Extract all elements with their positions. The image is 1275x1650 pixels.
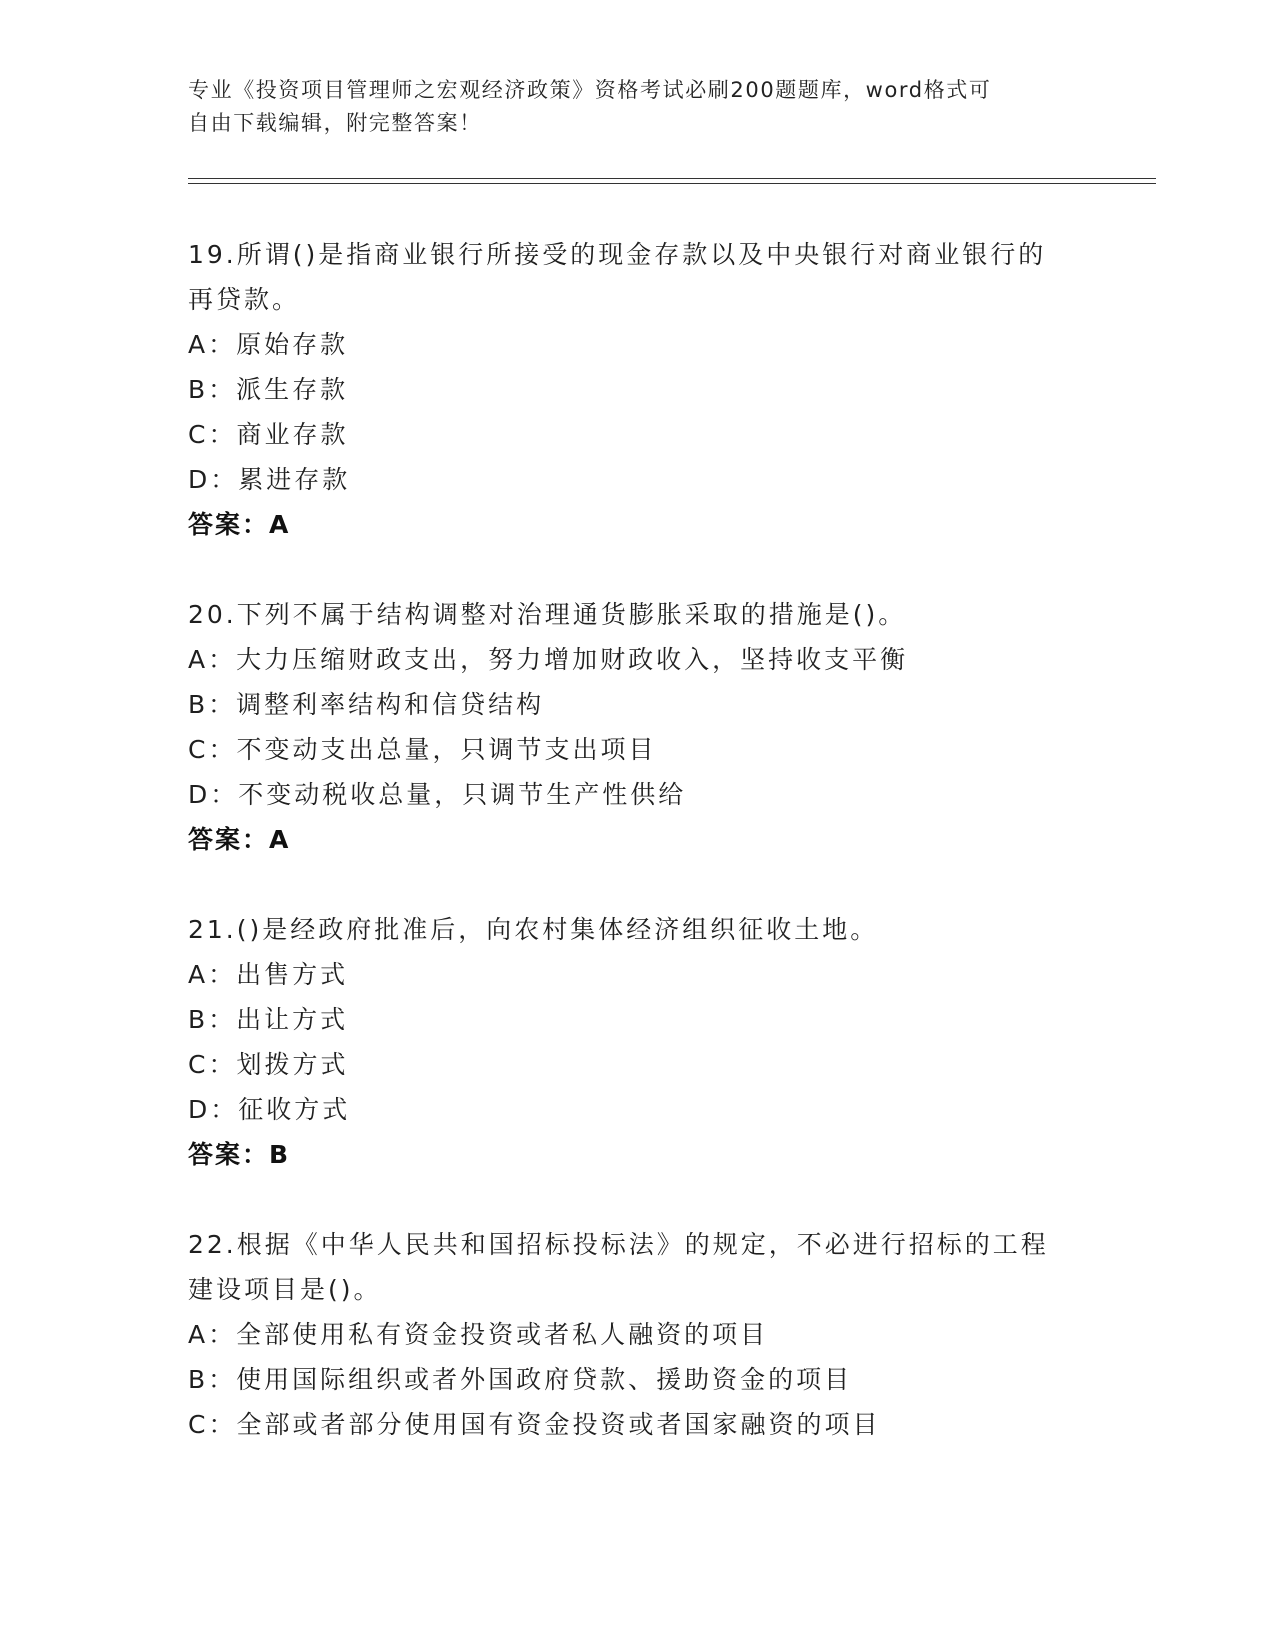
option-key: A： xyxy=(188,645,237,674)
option-text: 大力压缩财政支出，努力增加财政收入，坚持收支平衡 xyxy=(236,645,909,674)
option-text: 全部或者部分使用国有资金投资或者国家融资的项目 xyxy=(236,1410,881,1439)
option-text: 商业存款 xyxy=(236,420,349,449)
option-key: C： xyxy=(188,1410,237,1439)
option-key: D： xyxy=(188,780,239,809)
option-key: B： xyxy=(188,1005,237,1034)
answer-option xyxy=(188,412,1088,457)
option-key: A： xyxy=(188,960,237,989)
answer-option xyxy=(188,1312,1088,1357)
question-stem: 再贷款。 xyxy=(188,285,301,314)
question-list xyxy=(188,232,1088,1492)
header-line-1: 专业《投资项目管理师之宏观经济政策》资格考试必刷200题题库，word格式可 xyxy=(188,78,992,102)
answer-option xyxy=(188,1087,1088,1132)
option-key: D： xyxy=(188,1095,239,1124)
option-text: 调整利率结构和信贷结构 xyxy=(236,690,545,719)
question-stem: 21.()是经政府批准后，向农村集体经济组织征收土地。 xyxy=(188,915,879,944)
answer-line: 答案：A xyxy=(188,825,291,854)
answer-option xyxy=(188,1357,1088,1402)
answer-line: 答案：B xyxy=(188,1140,291,1169)
answer-option xyxy=(188,637,1088,682)
answer-option xyxy=(188,1402,1088,1447)
answer-option xyxy=(188,772,1088,817)
header-rule-bottom xyxy=(188,183,1156,184)
question-block xyxy=(188,1222,1088,1447)
answer-option xyxy=(188,367,1088,412)
answer-option xyxy=(188,457,1088,502)
option-text: 出让方式 xyxy=(236,1005,349,1034)
option-text: 使用国际组织或者外国政府贷款、援助资金的项目 xyxy=(236,1365,853,1394)
question-stem: 22.根据《中华人民共和国招标投标法》的规定，不必进行招标的工程 xyxy=(188,1230,1049,1259)
question-stem: 建设项目是()。 xyxy=(188,1275,382,1304)
option-key: C： xyxy=(188,1050,237,1079)
question-block xyxy=(188,232,1088,547)
option-key: B： xyxy=(188,1365,237,1394)
option-text: 不变动支出总量，只调节支出项目 xyxy=(236,735,657,764)
option-key: D： xyxy=(188,465,239,494)
option-text: 原始存款 xyxy=(236,330,349,359)
question-stem: 20.下列不属于结构调整对治理通货膨胀采取的措施是()。 xyxy=(188,600,907,629)
option-key: A： xyxy=(188,330,237,359)
option-text: 出售方式 xyxy=(236,960,349,989)
question-block xyxy=(188,907,1088,1177)
header-line-2: 自由下载编辑，附完整答案！ xyxy=(188,111,482,135)
option-text: 全部使用私有资金投资或者私人融资的项目 xyxy=(236,1320,769,1349)
document-header xyxy=(188,74,1068,140)
option-key: B： xyxy=(188,375,237,404)
answer-option xyxy=(188,727,1088,772)
answer-option xyxy=(188,1042,1088,1087)
question-stem: 19.所谓()是指商业银行所接受的现金存款以及中央银行对商业银行的 xyxy=(188,240,1047,269)
answer-option xyxy=(188,322,1088,367)
question-block xyxy=(188,592,1088,862)
option-text: 划拨方式 xyxy=(236,1050,349,1079)
answer-option xyxy=(188,682,1088,727)
answer-option xyxy=(188,952,1088,997)
option-key: C： xyxy=(188,735,237,764)
option-key: C： xyxy=(188,420,237,449)
answer-line: 答案：A xyxy=(188,510,291,539)
option-text: 派生存款 xyxy=(236,375,349,404)
option-text: 累进存款 xyxy=(238,465,351,494)
option-key: A： xyxy=(188,1320,237,1349)
answer-option xyxy=(188,997,1088,1042)
option-key: B： xyxy=(188,690,237,719)
option-text: 征收方式 xyxy=(238,1095,351,1124)
option-text: 不变动税收总量，只调节生产性供给 xyxy=(238,780,687,809)
header-rule-top xyxy=(188,178,1156,179)
